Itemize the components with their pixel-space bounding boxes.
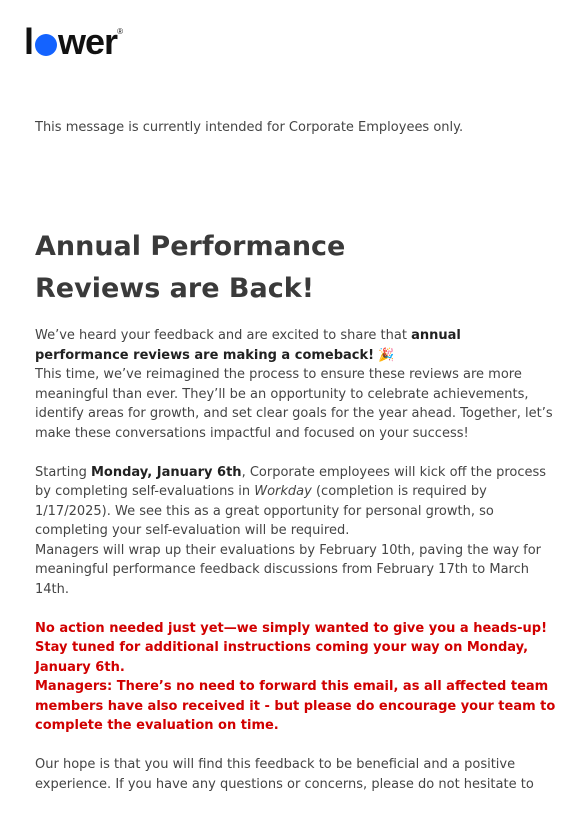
workday-app: Workday [254, 484, 312, 499]
title-line-1: Annual Performance [35, 231, 346, 262]
timeline-start: Starting [35, 464, 91, 480]
intro-rest: This time, we’ve reimagined the process to ensure these reviews are more meaningful than ever. They’ll be an opportunity to celebrate achievements, identify areas for growth, and set clear goals for the year ahead. Together, let’s make these conversations impactful and focused on your success! [35, 367, 553, 441]
alert-line-1: No action needed just yet—we simply wanted to give you a heads-up! [35, 620, 547, 636]
logo-text-left: l [24, 21, 34, 62]
intro-text: We’ve heard your feedback and are excited to share that [35, 328, 412, 343]
alert-line-3: Managers: There’s no need to forward this email, as all affected team members have also received it - but please do encourage your team to complete the evaluation on time. [35, 679, 556, 733]
audience-notice: This message is currently intended for Corporate Employees only. [35, 120, 464, 135]
logo-dot-icon [35, 34, 57, 56]
registered-mark: ® [117, 27, 122, 36]
party-emoji-icon: 🎉 [374, 347, 395, 363]
intro-paragraph [35, 326, 557, 443]
alert-line-2: Stay tuned for additional instructions coming your way on Monday, January 6th. [35, 640, 529, 675]
alert-block [35, 619, 557, 736]
timeline-mid: , Corporate employees will kick off the process by completing self-evaluations in [35, 464, 547, 499]
closing-paragraph: Our hope is that you will find this feedback to be beneficial and a positive experience. If you have any questions or concerns, please do not hesitate to [35, 757, 534, 792]
page-title [35, 226, 535, 310]
start-date: Monday, January 6th [91, 464, 242, 480]
timeline-paragraph [35, 463, 557, 600]
lower-logo [24, 22, 122, 62]
timeline-end: (completion is required by 1/17/2025). We see this as a great opportunity for personal growth, so completing your self-evaluation will be required. [35, 484, 494, 538]
title-line-2: Reviews are Back! [35, 273, 315, 304]
comeback-highlight: annual performance reviews are making a comeback! [35, 328, 461, 363]
email-body [35, 326, 557, 814]
managers-timeline: Managers will wrap up their evaluations by February 10th, paving the way for meaningful performance feedback discussions from February 17th to March 14th. [35, 542, 542, 597]
logo-text-right: wer [58, 21, 118, 62]
